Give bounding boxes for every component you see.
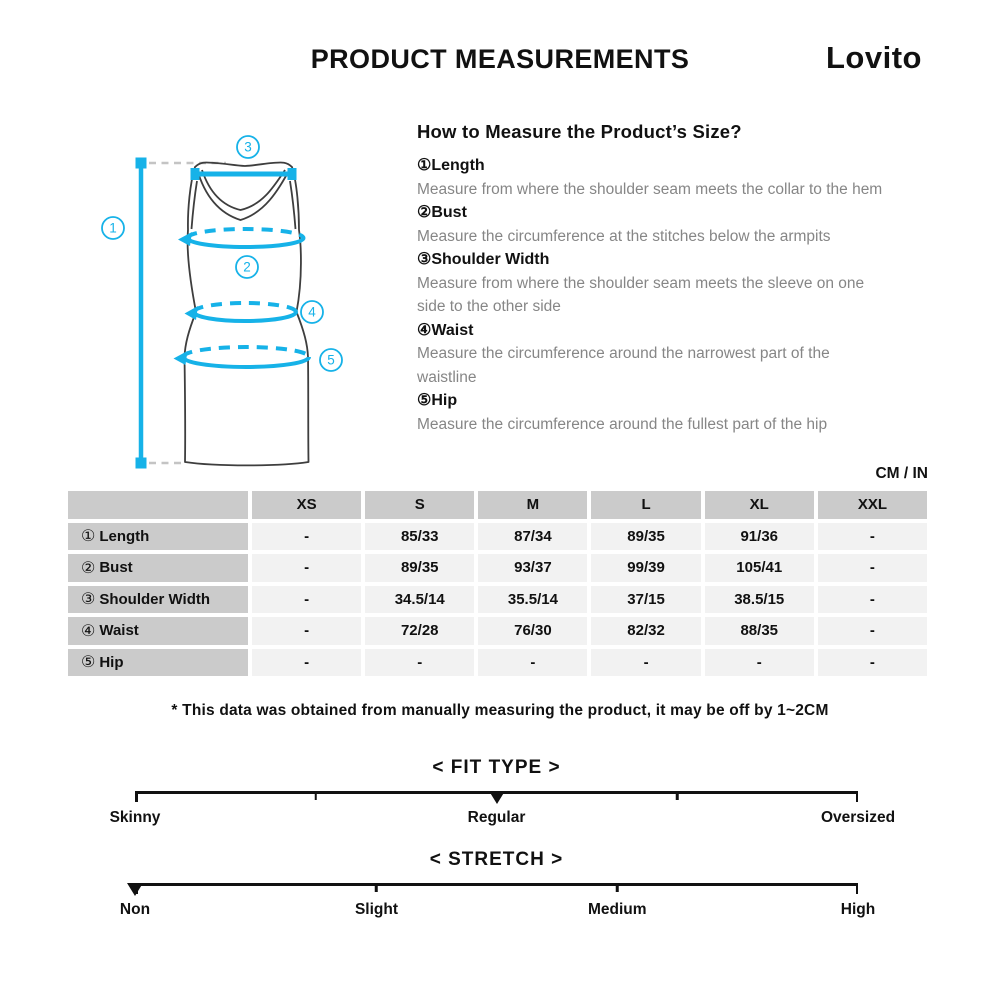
guide-item-length-title: ①Length — [417, 157, 485, 174]
fit-type-scale — [109, 757, 896, 829]
table-cell: - — [252, 649, 361, 677]
guide-item-bust-desc: Measure the circumference at the stitches below the armpits — [417, 227, 831, 245]
tick — [315, 791, 318, 800]
fit-type-axis — [135, 791, 858, 794]
table-cell: 72/28 — [365, 617, 474, 645]
table-cell: 37/15 — [591, 586, 700, 614]
unit-label: CM / IN — [875, 465, 928, 482]
badge-2: ② — [417, 204, 432, 221]
table-cell: - — [591, 649, 700, 677]
bust-ellipse-solid — [188, 238, 304, 247]
col-header-m: M — [478, 491, 587, 519]
row-label-shoulder-width: ③ Shoulder Width — [68, 586, 248, 614]
waist-arrow — [185, 306, 199, 320]
table-cell: - — [705, 649, 814, 677]
fit-label-oversized: Oversized — [820, 809, 896, 826]
stretch-labels — [119, 901, 876, 921]
length-end-bottom — [136, 458, 147, 469]
guide-item-waist-title: ④Waist — [417, 321, 474, 339]
table-cell: 88/35 — [705, 617, 814, 645]
table-cell: 93/37 — [478, 554, 587, 582]
bust-ellipse-dashed — [188, 229, 304, 238]
marker-4-label: 4 — [308, 304, 316, 320]
table-cell: 87/34 — [478, 523, 587, 551]
waist-ellipse-solid — [194, 312, 296, 321]
collar-outer — [197, 169, 290, 220]
size-table — [68, 491, 927, 676]
badge-4: ④ — [417, 321, 432, 339]
tick — [375, 883, 378, 892]
badge-1: ① — [417, 157, 432, 174]
table-cell: 89/35 — [591, 523, 700, 551]
col-header-xs: XS — [252, 491, 361, 519]
guide-item-hip-desc: Measure the circumference around the fullest part of the hip — [417, 415, 828, 433]
marker-1-label: 1 — [109, 220, 117, 236]
table-cell: 35.5/14 — [478, 586, 587, 614]
marker-5-label: 5 — [327, 352, 335, 368]
fit-type-marker-icon — [489, 791, 505, 804]
dress-measurement-diagram — [75, 128, 405, 500]
hip-ellipse-solid — [183, 357, 309, 367]
col-header-s: S — [365, 491, 474, 519]
table-cell: 89/35 — [365, 554, 474, 582]
table-cell: - — [252, 554, 361, 582]
tick — [616, 883, 619, 892]
table-cell: 82/32 — [591, 617, 700, 645]
row-label-bust: ② Bust — [68, 554, 248, 582]
table-cell: - — [818, 554, 927, 582]
bust-arrow — [178, 232, 192, 246]
badge-5: ⑤ — [417, 392, 432, 409]
hip-arrow — [174, 351, 188, 365]
table-cell: - — [818, 649, 927, 677]
marker-2-label: 2 — [243, 259, 251, 275]
table-cell: 34.5/14 — [365, 586, 474, 614]
table-cell: 99/39 — [591, 554, 700, 582]
table-cell: - — [818, 523, 927, 551]
armhole-left — [192, 181, 198, 229]
length-end-top — [136, 158, 147, 169]
marker-3-label: 3 — [244, 139, 252, 155]
measure-marks — [136, 158, 310, 469]
table-cell: - — [365, 649, 474, 677]
hip-ellipse-dashed — [183, 347, 309, 357]
col-header-xl: XL — [705, 491, 814, 519]
table-cell: 76/30 — [478, 617, 587, 645]
col-header-xxl: XXL — [818, 491, 927, 519]
guide-item-length-desc: Measure from where the shoulder seam meets the collar to the hem — [417, 180, 883, 198]
table-cell: - — [818, 617, 927, 645]
stretch-label-medium: Medium — [587, 901, 647, 918]
guide-item-hip-title: ⑤Hip — [417, 392, 458, 409]
row-label-waist: ④ Waist — [68, 617, 248, 645]
guide-item-bust-title: ②Bust — [417, 204, 467, 221]
stretch-label-slight: Slight — [354, 901, 398, 918]
table-cell: - — [252, 523, 361, 551]
measure-disclaimer: * This data was obtained from manually measuring the product, it may be off by 1~2CM — [171, 702, 829, 719]
tick — [135, 791, 138, 802]
fit-type-labels — [109, 809, 896, 829]
stretch-label-high: High — [840, 901, 876, 918]
table-corner-cell — [68, 491, 248, 519]
col-header-l: L — [591, 491, 700, 519]
fit-type-heading: < FIT TYPE > — [432, 757, 561, 778]
stretch-scale — [119, 849, 876, 921]
stretch-heading: < STRETCH > — [429, 849, 564, 870]
waist-ellipse-dashed — [194, 303, 296, 312]
measure-guide — [417, 121, 903, 436]
table-cell: 91/36 — [705, 523, 814, 551]
guide-item-waist-desc: Measure the circumference around the narrowest part of the waistline — [417, 345, 830, 386]
brand-logo: Lovito — [826, 40, 922, 75]
guide-heading: How to Measure the Product’s Size? — [417, 121, 742, 142]
tick — [856, 883, 859, 894]
table-cell: - — [252, 617, 361, 645]
stretch-label-non: Non — [119, 901, 151, 918]
fit-label-regular: Regular — [467, 809, 526, 826]
dress-outline — [185, 162, 309, 465]
tick — [856, 791, 859, 802]
page-title: PRODUCT MEASUREMENTS — [310, 44, 690, 74]
row-label-length: ① Length — [68, 523, 248, 551]
table-cell: 85/33 — [365, 523, 474, 551]
table-cell: - — [818, 586, 927, 614]
marker-badges — [102, 136, 342, 371]
guide-item-shoulder-title: ③Shoulder Width — [417, 251, 550, 268]
badge-3: ③ — [417, 251, 432, 268]
table-cell: - — [478, 649, 587, 677]
fit-label-skinny: Skinny — [109, 809, 161, 826]
table-cell: - — [252, 586, 361, 614]
table-cell: 38.5/15 — [705, 586, 814, 614]
row-label-hip: ⑤ Hip — [68, 649, 248, 677]
tick — [676, 791, 679, 800]
table-cell: 105/41 — [705, 554, 814, 582]
guide-item-shoulder-desc: Measure from where the shoulder seam meets the sleeve on one side to the other side — [417, 274, 865, 315]
stretch-axis — [135, 883, 858, 886]
armhole-right — [290, 181, 296, 229]
stretch-marker-icon — [127, 883, 143, 896]
